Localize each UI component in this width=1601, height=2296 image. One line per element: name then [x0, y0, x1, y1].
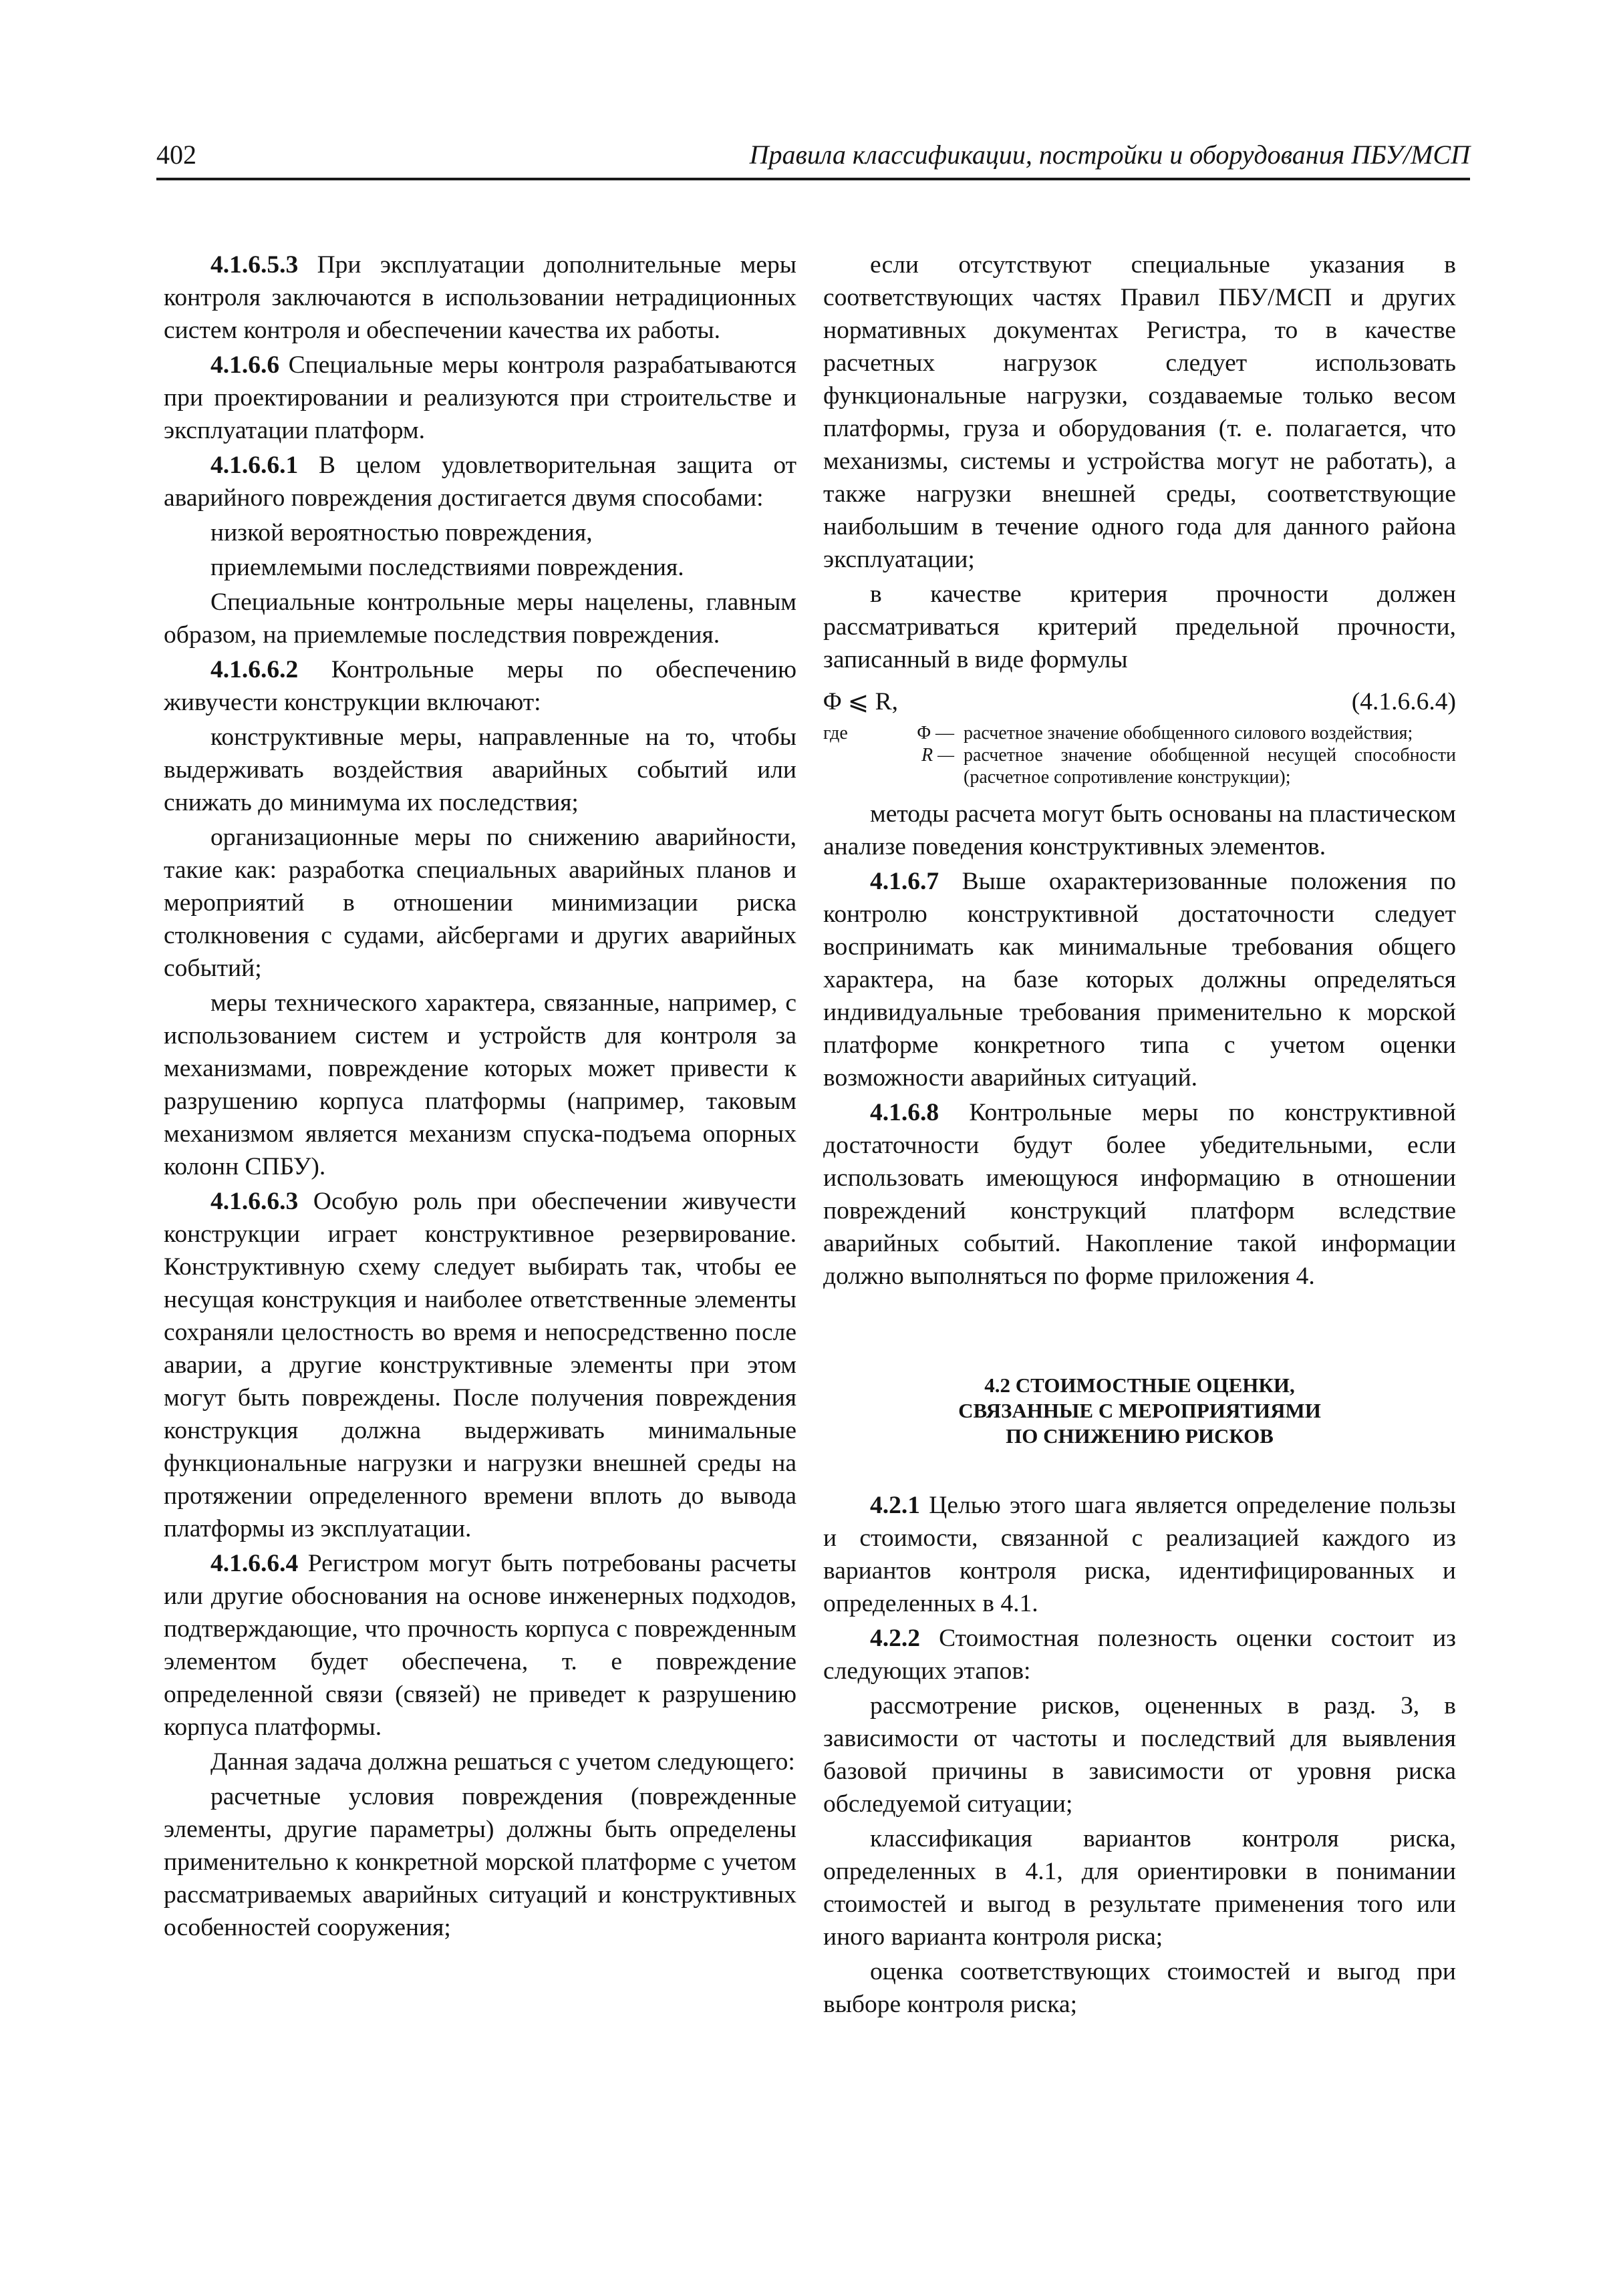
legend-symbol-phi: Φ — [917, 723, 954, 744]
paragraph-text: приемлемыми последствиями повреждения. [210, 554, 684, 581]
left-column [164, 249, 796, 1944]
section-heading [823, 1373, 1456, 1449]
clause-number: 4.1.6.5.3 [210, 251, 299, 279]
clause-number: 4.1.6.6 [210, 351, 280, 379]
paragraph-text: Стоимостная полезность оценки состоит из следующих этапов: [823, 1625, 1456, 1685]
page-number: 402 [156, 140, 196, 170]
legend-symbol-r: R — [921, 745, 954, 766]
paragraph-text: конструктивные меры, направленные на то, чтобы выдерживать воздействия аварийных событий или снижать до минимума их последствия; [164, 723, 796, 816]
section-heading-line-2: СВЯЗАННЫЕ С МЕРОПРИЯТИЯМИ [958, 1399, 1321, 1422]
paragraph [164, 1547, 796, 1744]
section-heading-line-3: ПО СНИЖЕНИЮ РИСКОВ [1006, 1424, 1274, 1448]
formula-expression: Φ ⩽ R, [823, 688, 898, 715]
paragraph-text: в качестве критерия прочности должен рассматриваться критерий предельной прочности, записанный в виде формулы [823, 581, 1456, 673]
paragraph [823, 1955, 1456, 2021]
paragraph [164, 551, 796, 584]
paragraph [164, 653, 796, 719]
paragraph [823, 865, 1456, 1094]
paragraph [164, 1746, 796, 1778]
paragraph-text: При эксплуатации дополнительные меры контроля заключаются в использовании нетрадиционных систем контроля и обеспечении качества их работы. [164, 251, 796, 344]
legend-where: где [823, 723, 848, 744]
paragraph [164, 987, 796, 1183]
paragraph-text: Регистром могут быть потребованы расчеты или другие обоснования на основе инженерных подходов, подтверждающие, что прочность корпуса с поврежденным элементом будет обеспечена, т. е повреждение определенной связи (связей) не приведет к разрушению корпуса платформы. [164, 1550, 796, 1741]
paragraph-text: меры технического характера, связанные, например, с использованием систем и устройств для контроля за механизмами, повреждение которых может привести к разрушению корпуса платформы (например, таковым механизмом является механизм спуска-подъема опорных колонн СПБУ). [164, 989, 796, 1180]
paragraph-text: Специальные контрольные меры нацелены, главным образом, на приемлемые последствия повреждения. [164, 589, 796, 649]
legend-text-phi: расчетное значение обобщенного силового воздействия; [964, 723, 1413, 744]
paragraph-text: оценка соответствующих стоимостей и выгод при выборе контроля риска; [823, 1958, 1456, 2018]
section-heading-line-1: 4.2 СТОИМОСТНЫЕ ОЦЕНКИ, [984, 1373, 1295, 1397]
right-top-paragraphs [823, 249, 1456, 676]
paragraph [823, 1622, 1456, 1687]
clause-number: 4.1.6.7 [870, 868, 939, 895]
paragraph [823, 1689, 1456, 1820]
paragraph [164, 249, 796, 347]
paragraph [164, 721, 796, 819]
right-column [823, 249, 1456, 2021]
paragraph-text: Выше охарактеризованные положения по контролю конструктивной достаточности следует воспринимать как минимальные требования общего характера, на базе которых должны определяться индивидуальные требования применительно к морской платформе конкретного типа с учетом оценки возможности аварийных ситуаций. [823, 868, 1456, 1092]
formula [823, 685, 1456, 718]
paragraph-text: низкой вероятностью повреждения, [210, 519, 593, 546]
paragraph-text: расчетные условия повреждения (поврежденные элементы, другие параметры) должны быть определены применительно к конкретной морской платформе с учетом рассматриваемых аварийных ситуаций и конструктивных особенностей сооружения; [164, 1783, 796, 1941]
clause-number: 4.1.6.6.1 [210, 452, 299, 479]
paragraph-text: Данная задача должна решаться с учетом следующего: [210, 1748, 795, 1776]
clause-number: 4.1.6.6.3 [210, 1188, 299, 1215]
paragraph [823, 1822, 1456, 1953]
paragraph [823, 1096, 1456, 1293]
paragraph-text: Целью этого шага является определение пользы и стоимости, связанной с реализацией каждого из вариантов контроля риска, идентифицированных и определенных в 4.1. [823, 1492, 1456, 1617]
paragraph [164, 516, 796, 549]
clause-number: 4.1.6.6.2 [210, 656, 299, 683]
paragraph-text: организационные меры по снижению аварийности, такие как: разработка специальных аварийных планов и мероприятий в отношении минимизации риска столкновения с судами, айсбергами и других аварийных событий; [164, 824, 796, 982]
paragraph [164, 1185, 796, 1545]
paragraph-text: Специальные меры контроля разрабатываются при проектировании и реализуются при строительстве и эксплуатации платформ. [164, 351, 796, 444]
right-bottom-paragraphs [823, 1489, 1456, 2021]
paragraph-text: классификация вариантов контроля риска, определенных в 4.1, для ориентировки в понимании стоимостей и выгод в результате применения того или иного варианта контроля риска; [823, 1825, 1456, 1951]
paragraph-text: Контрольные меры по конструктивной достаточности будут более убедительными, если использовать имеющуюся информацию в отношении повреждений конструкций платформ вследствие аварийных событий. Накопление такой информации должно выполняться по форме приложения 4. [823, 1099, 1456, 1290]
paragraph [823, 798, 1456, 863]
page-header [156, 139, 1470, 180]
paragraph [164, 449, 796, 514]
paragraph [164, 821, 796, 985]
clause-number: 4.1.6.6.4 [210, 1550, 299, 1577]
right-mid-paragraphs [823, 798, 1456, 1293]
paragraph-text: Контрольные меры по обеспечению живучести конструкции включают: [164, 656, 796, 716]
paragraph-text: рассмотрение рисков, оцененных в разд. 3, в зависимости от частоты и последствий для выявления базовой причины в зависимости от уровня риска обследуемой ситуации; [823, 1692, 1456, 1818]
paragraph [164, 586, 796, 651]
paragraph-text: Особую роль при обеспечении живучести конструкции играет конструктивное резервирование. Конструктивную схему следует выбирать так, чтобы ее несущая конструкция и наиболее ответственные элементы сохраняли целостность во время и непосредственно после аварии, а другие конструктивные элементы при этом могут быть повреждены. После получения повреждения конструкция должна выдерживать минимальные функциональные нагрузки и нагрузки внешней среды на протяжении определенного времени вплоть до вывода платформы из эксплуатации. [164, 1188, 796, 1542]
formula-label: (4.1.6.6.4) [1351, 688, 1456, 715]
clause-number: 4.1.6.8 [870, 1099, 939, 1126]
paragraph [164, 1780, 796, 1944]
legend-text-r: расчетное значение обобщенной несущей способности (расчетное сопротивление конструкции); [964, 745, 1456, 788]
paragraph-text: если отсутствуют специальные указания в соответствующих частях Правил ПБУ/МСП и других нормативных документах Регистра, то в качестве расчетных нагрузок следует использовать функциональные нагрузки, создаваемые только весом платформы, груза и оборудования (т. е. полагается, что механизмы, системы и устройства могут не работать), а также нагрузки внешней среды, соответствующие наибольшим в течение одного года для данного района эксплуатации; [823, 251, 1456, 573]
paragraph [164, 349, 796, 447]
running-title: Правила классификации, постройки и оборудования ПБУ/МСП [749, 140, 1470, 170]
paragraph [823, 1489, 1456, 1620]
paragraph-text: В целом удовлетворительная защита от аварийного повреждения достигается двумя способами: [164, 452, 796, 512]
paragraph [823, 578, 1456, 676]
left-paragraphs [164, 249, 796, 1944]
paragraph-text: методы расчета могут быть основаны на пластическом анализе поведения конструктивных элементов. [823, 800, 1456, 860]
paragraph [823, 249, 1456, 576]
clause-number: 4.2.1 [870, 1492, 920, 1519]
clause-number: 4.2.2 [870, 1625, 920, 1652]
formula-legend [823, 722, 1456, 788]
